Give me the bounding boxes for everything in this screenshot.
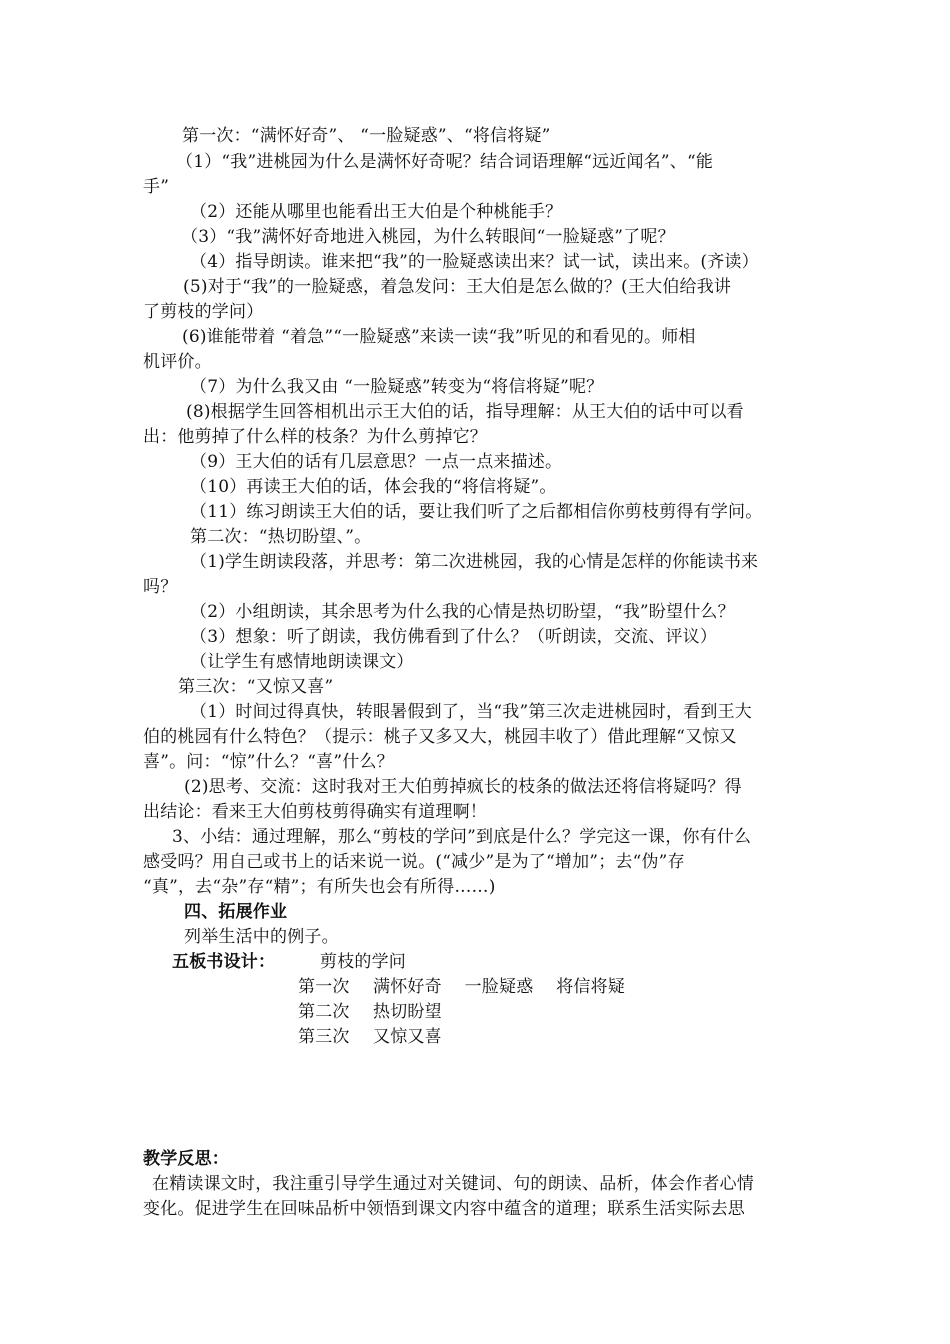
paragraph-line: （1）“我”进桃园为什么是满怀好奇呢？结合词语理解“远近闻名”、“能	[176, 152, 714, 172]
paragraph-line: (6)谁能带着 “着急”“一脸疑惑”来读一读“我”听见的和看见的。师相	[182, 327, 696, 347]
paragraph-line: 第二次：“热切盼望、”。	[190, 527, 372, 547]
paragraph-line: （9）王大伯的话有几层意思？一点一点来描述。	[190, 452, 563, 472]
paragraph-line: （10）再读王大伯的话，体会我的“将信将疑”。	[190, 477, 557, 497]
paragraph-line: （让学生有感情地朗读课文）	[190, 652, 414, 672]
board-row-name: 第一次	[298, 977, 350, 997]
paragraph-line: 第一次：“满怀好奇”、 “一脸疑惑”、“将信将疑”	[182, 126, 551, 146]
board-row-items: 热切盼望	[373, 1002, 442, 1022]
paragraph-line: （1）时间过得真快，转眼暑假到了，当“我”第三次走进桃园时，看到王大	[190, 702, 752, 722]
board-row-items: 满怀好奇 一脸疑惑 将信将疑	[373, 977, 626, 997]
paragraph-line: （2）小组朗读，其余思考为什么我的心情是热切盼望，“我”盼望什么？	[190, 602, 735, 622]
paragraph-line: （3）想象：听了朗读，我仿佛看到了什么？（听朗读，交流、评议）	[190, 627, 718, 647]
paragraph-line: （2）还能从哪里也能看出王大伯是个种桃能手？	[190, 202, 563, 222]
paragraph-line: 列举生活中的例子。	[184, 927, 339, 947]
paragraph-line: （3）“我”满怀好奇地进入桃园，为什么转眼间“一脸疑惑”了呢？	[181, 227, 675, 247]
paragraph-line: “真”，去“杂”存“精”；有所失也会有所得……)	[143, 877, 496, 897]
reflection-line: 在精读课文时，我注重引导学生通过对关键词、句的朗读、品析，体会作者心情	[152, 1174, 754, 1194]
reflection-line: 变化。促进学生在回味品析中领悟到课文内容中蕴含的道理；联系生活实际去思	[143, 1199, 745, 1219]
paragraph-line: 出结论：看来王大伯剪枝剪得确实有道理啊！	[143, 802, 487, 822]
paragraph-line: (2)思考、交流：这时我对王大伯剪掉疯长的枝条的做法还将信将疑吗？得	[184, 777, 742, 797]
paragraph-line: 感受吗？用自己或书上的话来说一说。(“减少”是为了“增加”；去“伪”存	[143, 852, 685, 872]
paragraph-line: 了剪枝的学问）	[143, 302, 264, 322]
paragraph-line: 喜”。问：“惊”什么？“喜”什么？	[143, 752, 394, 772]
board-title: 剪枝的学问	[320, 952, 406, 972]
section-heading: 四、拓展作业	[184, 902, 288, 922]
reflection-title: 教学反思：	[143, 1149, 229, 1169]
paragraph-line: （11）练习朗读王大伯的话，要让我们听了之后都相信你剪枝剪得有学问。	[190, 502, 763, 522]
paragraph-line: 出：他剪掉了什么样的枝条？为什么剪掉它？	[143, 427, 487, 447]
paragraph-line: 吗？	[143, 577, 178, 597]
paragraph-line: 手”	[143, 177, 170, 197]
board-row-name: 第三次	[298, 1027, 350, 1047]
board-design-label: 五板书设计：	[172, 952, 276, 972]
paragraph-line: (5)对于“我”的一脸疑惑，着急发问：王大伯是怎么做的？(王大伯给我讲	[183, 277, 732, 297]
paragraph-line: （1)学生朗读段落，并思考：第二次进桃园，我的心情是怎样的你能读书来	[190, 552, 759, 572]
paragraph-line: 3、小结：通过理解，那么“剪枝的学问”到底是什么？学完这一课，你有什么	[172, 827, 752, 847]
paragraph-line: （7）为什么我又由 “一脸疑惑”转变为“将信将疑”呢？	[190, 377, 604, 397]
paragraph-line: 第三次：“又惊又喜”	[178, 677, 334, 697]
paragraph-line: （4）指导朗读。谁来把“我”的一脸疑惑读出来？试一试，读出来。(齐读）	[190, 252, 759, 272]
paragraph-line: (8)根据学生回答相机出示王大伯的话，指导理解：从王大伯的话中可以看	[186, 402, 744, 422]
paragraph-line: 机评价。	[143, 352, 212, 372]
board-row-name: 第二次	[298, 1002, 350, 1022]
paragraph-line: 伯的桃园有什么特色？（提示：桃子又多又大，桃园丰收了）借此理解“又惊又	[143, 727, 737, 747]
board-row-items: 又惊又喜	[373, 1027, 442, 1047]
